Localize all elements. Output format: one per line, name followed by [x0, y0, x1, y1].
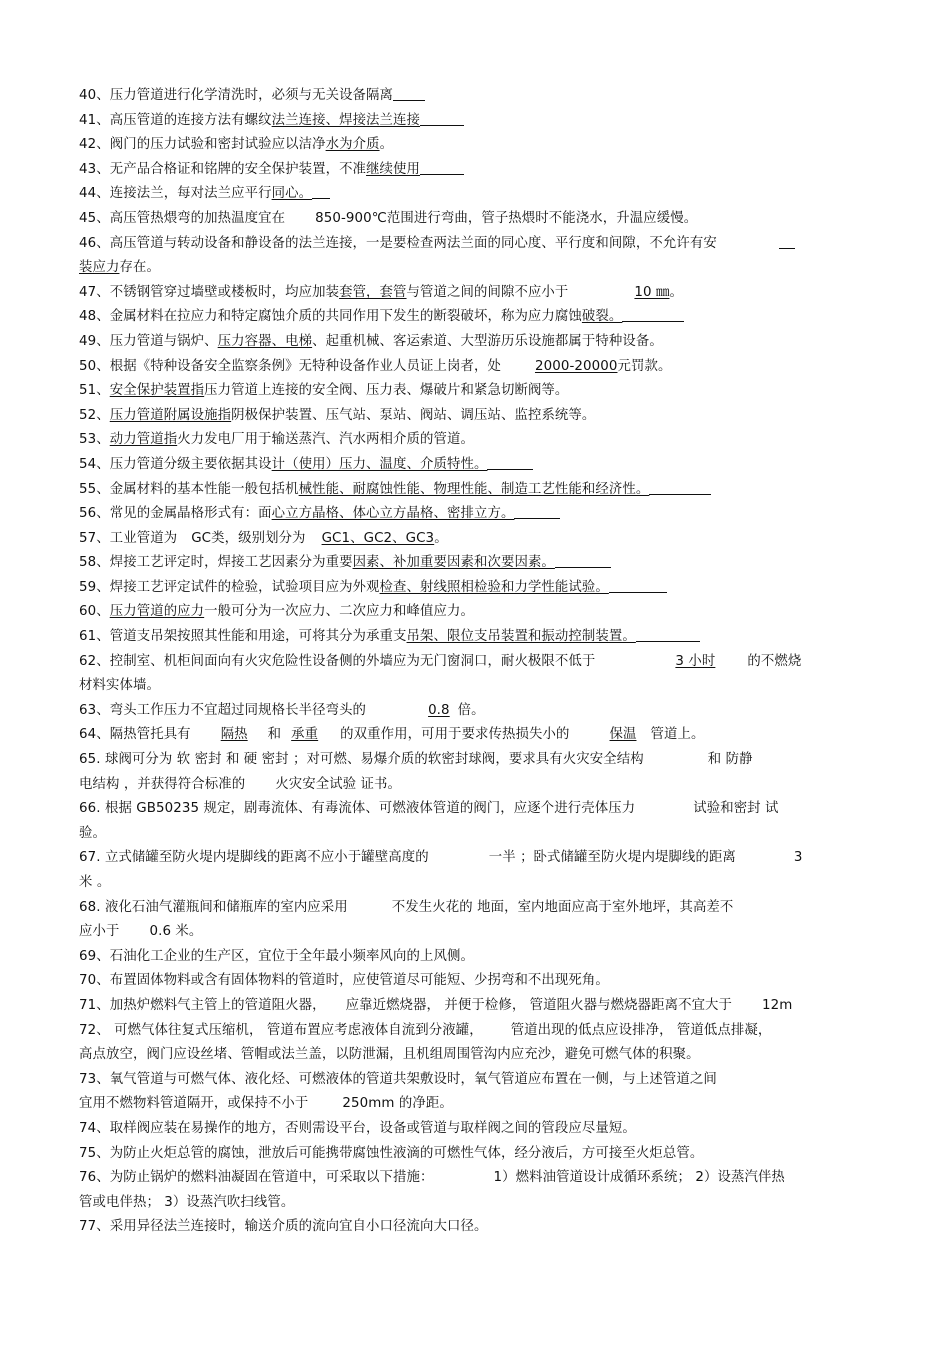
item-73: 73、氧气管道与可燃气体、液化烃、可燃液体的管道共架敷设时，氧气管道应布置在一侧，与上述管道之间	[79, 1071, 717, 1087]
item-67: 67. 立式储罐至防火堤内堤脚线的距离不应小于罐壁高度的 一半 ；卧式储罐至防火堤内堤脚线的距离 3	[79, 850, 803, 866]
item-54: 54、压力管道分级主要依据其设计（使用）压力、温度、介质特性。	[79, 453, 874, 478]
item-57: 57、工业管道为 GC类，级别划分为 GC1、GC2、GC3。	[79, 530, 448, 546]
item-76: 76、为防止锅炉的燃料油凝固在管道中，可采取以下措施： 1）燃料油管道设计成循环系统； 2）设蒸汽伴热	[79, 1170, 785, 1186]
item-60: 60、压力管道的应力一般可分为一次应力、二次应力和峰值应力。	[79, 604, 474, 620]
item-74: 74、取样阀应装在易操作的地方，否则需设平台，设备或管道与取样阀之间的管段应尽量短。	[79, 1120, 636, 1136]
item-76-cont: 管或电伴热； 3）设蒸汽吹扫线管。	[79, 1194, 295, 1210]
item-40: 40、压力管道进行化学清洗时，必须与无关设备隔离	[79, 84, 874, 109]
item-43: 43、无产品合格证和铭牌的安全保护装置，不准继续使用	[79, 158, 874, 183]
item-67-cont: 米 。	[79, 875, 111, 890]
item-46-cont: 装应力存在。	[79, 260, 160, 276]
item-72: 72、 可燃气体往复式压缩机， 管道布置应考虑液体自流到分液罐， 管道出现的低点应设排净， 管道低点排凝，	[79, 1022, 772, 1038]
item-73-cont: 宜用不燃物料管道隔开，或保持不小于 250mm 的净距。	[79, 1096, 453, 1112]
item-52: 52、压力管道附属设施指阴极保护装置、压气站、泵站、阀站、调压站、监控系统等。	[79, 407, 596, 423]
item-55: 55、金属材料的基本性能一般包括机械性能、耐腐蚀性能、物理性能、制造工艺性能和经济性。	[79, 478, 874, 503]
item-65: 65. 球阀可分为 软 密封 和 硬 密封 ；对可燃、易爆介质的软密封球阀，要求具有火灾安全结构 和 防静	[79, 752, 753, 768]
item-64: 64、隔热管托具有 隔热 和 承重 的双重作用，可用于要求传热损失小的 保温 管道上。	[79, 727, 705, 743]
item-72-cont: 高点放空，阀门应设丝堵、管帽或法兰盖，以防泄漏，且机组周围管沟内应充沙，避免可燃气体的积聚。	[79, 1047, 700, 1063]
item-62: 62、控制室、机柜间面向有火灾危险性设备侧的外墙应为无门窗洞口，耐火极限不低于 3 小时 的不燃烧	[79, 653, 802, 669]
item-69: 69、石油化工企业的生产区，宜位于全年最小频率风向的上风侧。	[79, 948, 474, 964]
item-56: 56、常见的金属晶格形式有：面心立方晶格、体心立方晶格、密排立方。	[79, 502, 874, 527]
item-41: 41、高压管道的连接方法有螺纹法兰连接、焊接法兰连接	[79, 109, 874, 134]
item-66: 66. 根据 GB50235 规定，剧毒流体、有毒流体、可燃液体管道的阀门，应逐个进行壳体压力 试验和密封 试	[79, 801, 779, 817]
item-47: 47、不锈钢管穿过墙壁或楼板时，均应加装套管，套管与管道之间的间隙不应小于 10 ㎜。	[79, 284, 684, 300]
item-77: 77、采用异径法兰连接时，输送介质的流向宜自小口径流向大口径。	[79, 1219, 488, 1235]
item-75: 75、为防止火炬总管的腐蚀，泄放后可能携带腐蚀性液滴的可燃性气体，经分液后，方可接至火炬总管。	[79, 1145, 704, 1161]
item-71: 71、加热炉燃料气主管上的管道阻火器， 应靠近燃烧器， 并便于检修， 管道阻火器与燃烧器距离不宜大于 12m	[79, 997, 793, 1013]
item-53: 53、动力管道指火力发电厂用于输送蒸汽、汽水两相介质的管道。	[79, 432, 474, 448]
item-68: 68. 液化石油气灌瓶间和储瓶库的室内应采用 不发生火花的 地面，室内地面应高于室外地坪，其高差不	[79, 899, 734, 915]
item-48: 48、金属材料在拉应力和特定腐蚀介质的共同作用下发生的断裂破坏，称为应力腐蚀破裂。	[79, 305, 874, 330]
item-68-cont: 应小于 0.6 米。	[79, 924, 203, 940]
item-61: 61、管道支吊架按照其性能和用途，可将其分为承重支吊架、限位支吊装置和振动控制装置。	[79, 625, 874, 650]
item-70: 70、布置固体物料或含有固体物料的管道时，应使管道尽可能短、少拐弯和不出现死角。	[79, 973, 609, 989]
item-49: 49、压力管道与锅炉、压力容器、电梯、起重机械、客运索道、大型游历乐设施都属于特种设备。	[79, 333, 663, 349]
item-63: 63、弯头工作压力不宜超过同规格长半径弯头的 0.8 倍。	[79, 702, 485, 718]
item-62-cont: 材料实体墙。	[79, 678, 160, 694]
item-50: 50、根据《特种设备安全监察条例》无特种设备作业人员证上岗者，处 2000-20000元罚款。	[79, 358, 672, 374]
document-body	[79, 84, 874, 1240]
item-45: 45、高压管热煨弯的加热温度宜在 850-900℃范围进行弯曲，管子热煨时不能浇水，升温应缓慢。	[79, 210, 698, 226]
item-65-cont: 电结构 ，并获得符合标准的 火灾安全试验 证书。	[79, 776, 402, 792]
item-46: 46、高压管道与转动设备和静设备的法兰连接，一是要检查两法兰面的同心度、平行度和间隙，不允许有安	[79, 232, 874, 257]
item-59: 59、焊接工艺评定试件的检验，试验项目应为外观检查、射线照相检验和力学性能试验。	[79, 576, 874, 601]
item-42: 42、阀门的压力试验和密封试验应以洁净水为介质。	[79, 137, 394, 153]
item-58: 58、焊接工艺评定时，焊接工艺因素分为重要因素、补加重要因素和次要因素。	[79, 551, 874, 576]
item-44: 44、连接法兰，每对法兰应平行同心。	[79, 182, 874, 207]
item-66-cont: 验。	[79, 825, 106, 841]
answer-blank	[393, 86, 425, 101]
item-51: 51、安全保护装置指压力管道上连接的安全阀、压力表、爆破片和紧急切断阀等。	[79, 383, 569, 399]
